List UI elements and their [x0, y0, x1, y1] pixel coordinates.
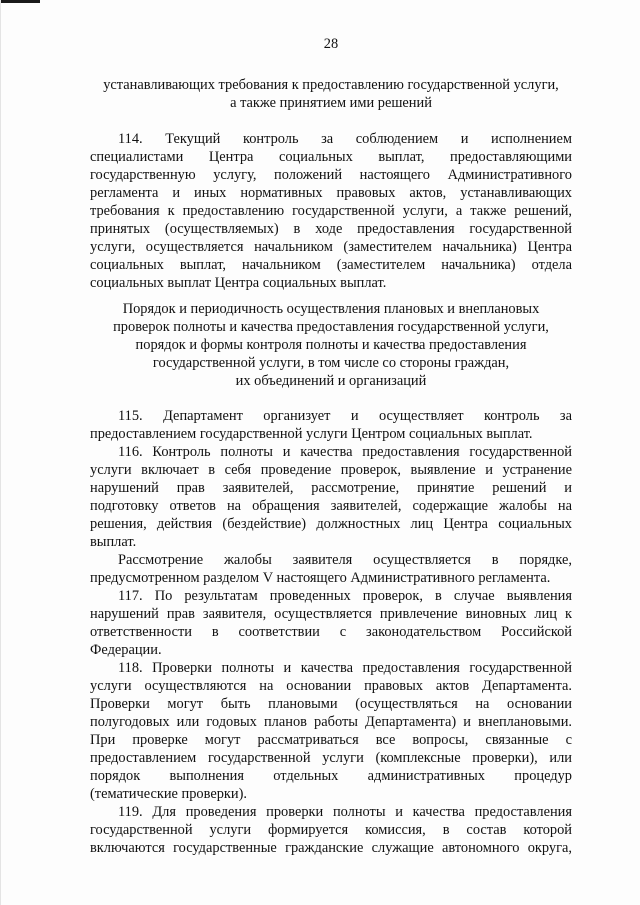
paragraph-line: специалистами Центра социальных выплат, предоставляющими: [90, 149, 572, 165]
paragraph-115: [90, 407, 572, 443]
section-heading-line: Порядок и периодичность осуществления плановых и внеплановых: [122, 301, 540, 317]
paragraph-line: выплат.: [90, 534, 137, 550]
paragraph-line: (тематические проверки).: [90, 786, 247, 802]
paragraph-line: услуги, осуществляется начальником (заместителем начальника) Центра: [90, 239, 572, 255]
paragraph-line: социальных выплат Центра социальных выплат.: [90, 275, 387, 291]
paragraph-line: 117. По результатам проведенных проверок, в случае выявления: [118, 588, 572, 604]
paragraph-line: ответственности в соответствии с законодательством Российской: [90, 624, 572, 640]
section-heading: [90, 300, 572, 390]
page-edge: [0, 0, 1, 905]
scan-mark: [0, 0, 40, 3]
paragraph-119: [90, 803, 572, 857]
paragraph-116: [90, 443, 572, 551]
top-heading: [90, 76, 572, 112]
paragraph-line: Федерации.: [90, 642, 162, 658]
paragraph-line: Проверки могут быть плановыми (осуществляться на основании: [90, 696, 572, 712]
page-number: 28: [323, 36, 339, 52]
paragraph-line: решения, действия (бездействие) должностных лиц Центра социальных: [90, 516, 572, 532]
section-heading-line: их объединений и организаций: [235, 373, 427, 389]
paragraph-117: [90, 587, 572, 659]
paragraph-line: При проверке могут рассматриваться все вопросы, связанные с: [90, 732, 572, 748]
paragraph-114: [90, 130, 572, 292]
top-heading-line: устанавливающих требования к предоставлению государственной услуги,: [103, 77, 559, 93]
paragraph-line: полугодовых или годовых планов работы Департамента) и внеплановыми.: [90, 714, 572, 730]
paragraph-line: регламента и иных нормативных правовых актов, устанавливающих: [90, 185, 572, 201]
paragraph-line: 115. Департамент организует и осуществляет контроль за: [118, 408, 572, 424]
paragraph-line: подготовку ответов на обращения заявителей, содержащие жалобы на: [90, 498, 572, 514]
paragraph-line: государственной услуги формируется комиссия, в состав которой: [90, 822, 572, 838]
paragraph-line: требования к предоставлению государственной услуги, а также решений,: [90, 203, 572, 219]
paragraph-line: предусмотренном разделом V настоящего Административного регламента.: [90, 570, 551, 586]
top-heading-line: а также принятием ими решений: [230, 95, 432, 111]
paragraph-line: 119. Для проведения проверки полноты и качества предоставления: [118, 804, 572, 820]
paragraph-line: 118. Проверки полноты и качества предоставления государственной: [118, 660, 572, 676]
paragraph-line: предоставлением государственной услуги (комплексные проверки), или: [90, 750, 572, 766]
paragraph-line: услуги включает в себя проведение проверок, выявление и устранение: [90, 462, 572, 478]
paragraph-line: государственную услугу, положений настоящего Административного: [90, 167, 572, 183]
section-heading-line: проверок полноты и качества предоставления государственной услуги,: [113, 319, 549, 335]
paragraph-line: включаются государственные гражданские служащие автономного округа,: [90, 840, 572, 856]
paragraph-line: 114. Текущий контроль за соблюдением и исполнением: [118, 131, 572, 147]
paragraph-line: принятых (осуществляемых) в ходе предоставления государственной: [90, 221, 572, 237]
paragraph-line: социальных выплат, начальником (заместителем начальника) отдела: [90, 257, 572, 273]
paragraph-line: порядок выполнения отдельных административных процедур: [90, 768, 572, 784]
paragraph-line: нарушений прав заявителя, осуществляется привлечение виновных лиц к: [90, 606, 572, 622]
section-heading-line: порядок и формы контроля полноты и качества предоставления: [135, 337, 527, 353]
paragraph-line: 116. Контроль полноты и качества предоставления государственной: [118, 444, 572, 460]
paragraph-118: [90, 659, 572, 803]
paragraph-line: Рассмотрение жалобы заявителя осуществляется в порядке,: [118, 552, 572, 568]
paragraph-complaint: [90, 551, 572, 587]
section-heading-line: государственной услуги, в том числе со стороны граждан,: [152, 355, 510, 371]
paragraph-line: предоставлением государственной услуги Центром социальных выплат.: [90, 426, 533, 442]
paragraph-line: нарушений прав заявителей, рассмотрение, принятие решений и: [90, 480, 572, 496]
paragraph-line: услуги осуществляются на основании правовых актов Департамента.: [90, 678, 572, 694]
